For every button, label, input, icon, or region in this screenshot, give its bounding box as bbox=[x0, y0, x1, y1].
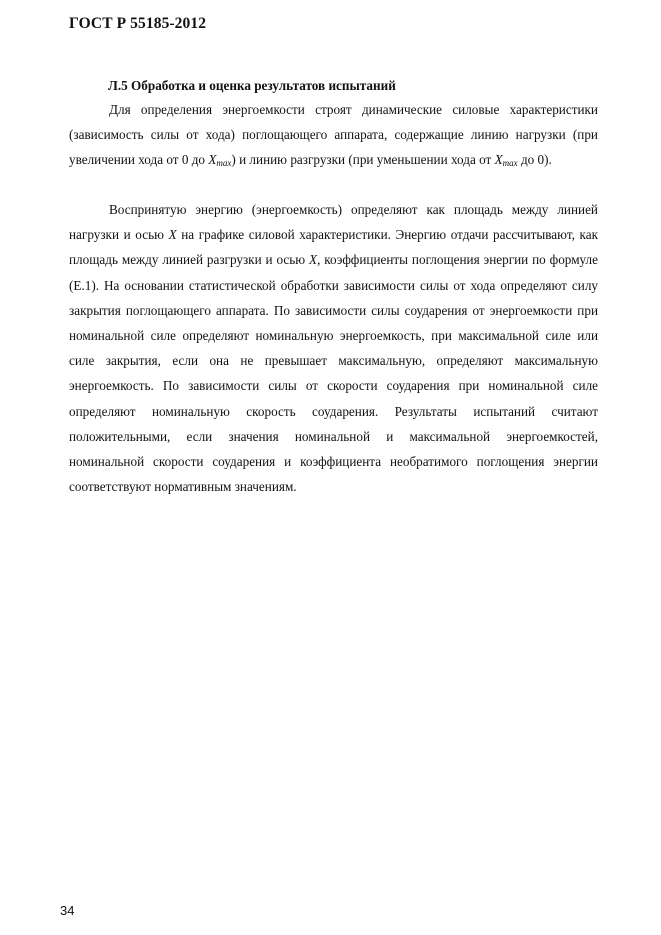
variable-x: X bbox=[309, 252, 318, 268]
paragraph-processing bbox=[69, 97, 598, 177]
paragraph-text: на графике силовой характеристики. Энергию отдачи рассчитывают, как площадь между линией разгрузки и осью bbox=[69, 227, 598, 268]
paragraph-text: Воспринятую энергию (энергоемкость) определяют как площадь между линией нагрузки и осью bbox=[69, 202, 598, 243]
variable-x: X bbox=[168, 227, 177, 243]
paragraph-text: ) и линию разгрузки (при уменьшении хода от bbox=[231, 152, 495, 168]
document-code: ГОСТ Р 55185-2012 bbox=[69, 15, 207, 32]
variable-subscript: max bbox=[502, 158, 518, 169]
paragraph-text: Для определения энергоемкости строят динамические силовые характеристики (зависимость силы от хода) поглощающего аппарата, содержащие линию нагрузки (при увеличении хода от 0 до bbox=[69, 102, 598, 168]
section-heading: Л.5 Обработка и оценка результатов испытаний bbox=[108, 78, 396, 93]
variable-x: X bbox=[208, 152, 217, 168]
paragraph-energy bbox=[69, 197, 598, 499]
page-number: 34 bbox=[60, 903, 75, 918]
variable-subscript: max bbox=[216, 158, 232, 169]
variable-x: X bbox=[494, 152, 503, 168]
paragraph-text: , коэффициенты поглощения энергии по формуле (Е.1). На основании статистической обработки зависимости силы от хода определяют силу закрытия поглощающего аппарата. По зависимости силы соударения от энергоемкости при номинальной силе определяют номинальную энергоемкость, при максимальной силе или силе закрытия, если она не превышает максимальную, определяют максимальную энергоемкость. По зависимости силы от скорости соударения при номинальной силе определяют номинальную скорость соударения. Результаты испытаний считают положительными, если значения номинальной и максимальной энергоемкостей, номинальной скорости соударения и коэффициента необратимого поглощения энергии соответствуют нормативным значениям. bbox=[69, 252, 598, 495]
paragraph-text: до 0). bbox=[517, 152, 552, 168]
